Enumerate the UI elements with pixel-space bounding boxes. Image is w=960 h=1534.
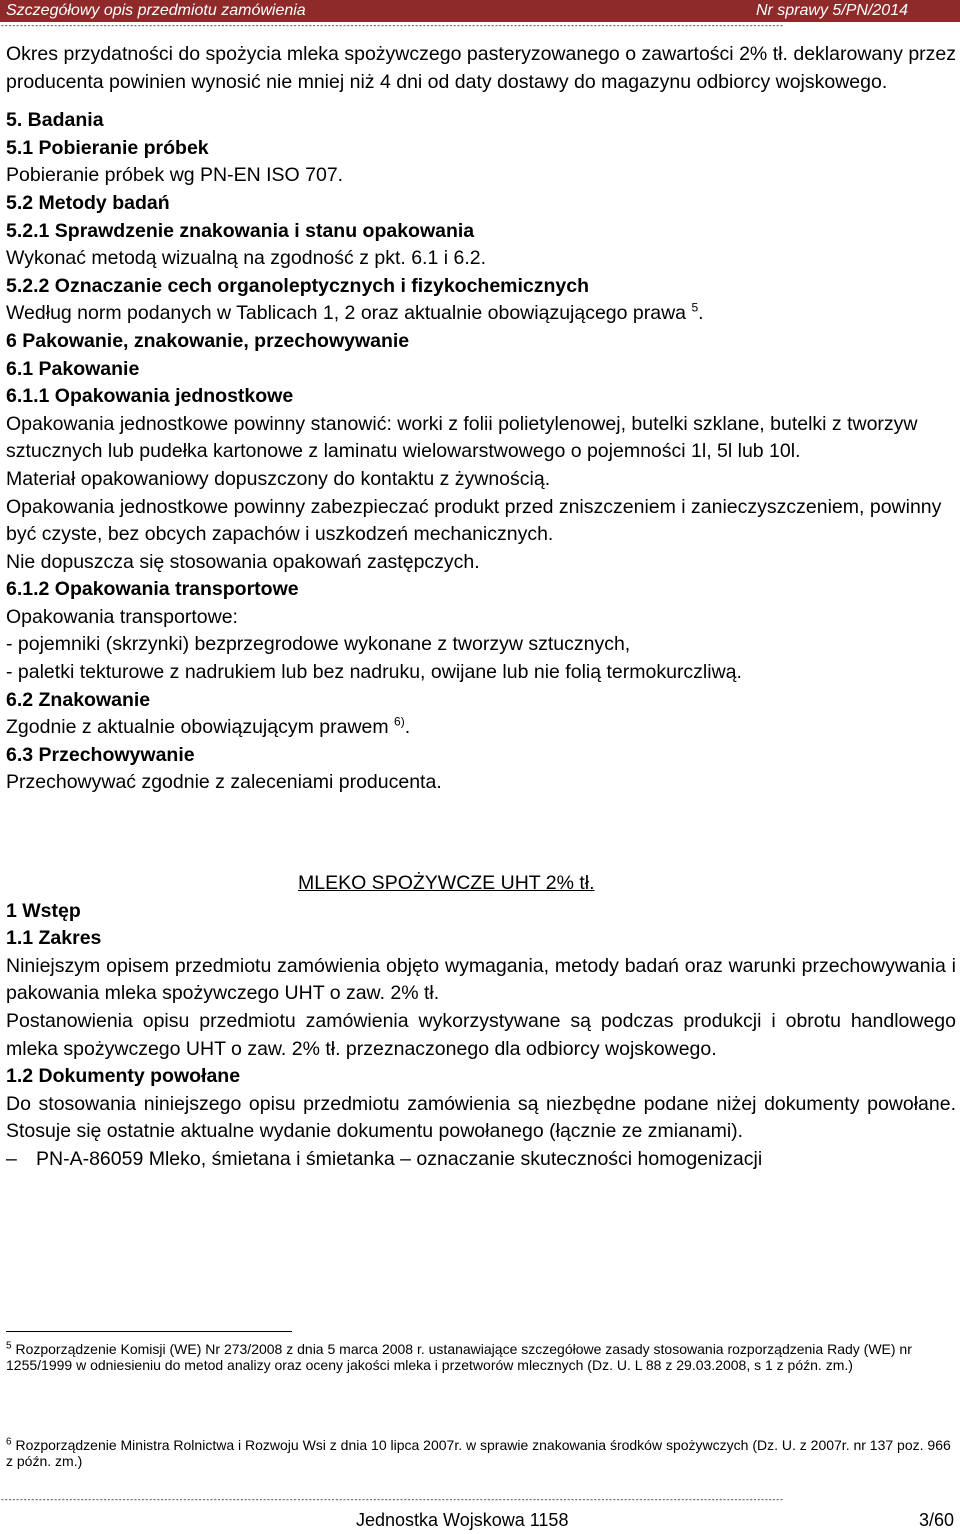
footnote-6-text: Rozporządzenie Ministra Rolnictwa i Rozwoju Wsi z dnia 10 lipca 2007r. w sprawie znakowania środków spożywczych (Dz. U. z 2007r. nr 137 poz. 966 z późn. zm.) (6, 1437, 951, 1469)
heading-5-2: 5.2 Metody badań (6, 191, 170, 214)
text-6-1-1-p4: Nie dopuszcza się stosowania opakowań zastępczych. (6, 550, 480, 573)
heading-6-2: 6.2 Znakowanie (6, 688, 151, 711)
footnote-5-text: Rozporządzenie Komisji (WE) Nr 273/2008 z dnia 5 marca 2008 r. ustanawiające szczegółowe zasady stosowania rozporządzenia Rady (WE) nr 1255/1999 w odniesieniu do metod analizy oraz oceny jakości mleka i przetworów mlecznych (Dz. U. L 88 z 29.03.2008, s 1 z późn. zm.) (6, 1341, 912, 1373)
uht-section-title: MLEKO SPOŻYWCZE UHT 2% tł. (298, 872, 595, 895)
footnote-ref-6: 6) (394, 714, 405, 729)
heading-u1-1: 1.1 Zakres (6, 927, 102, 950)
footnote-separator (6, 1331, 292, 1332)
footnote-5 (6, 1341, 956, 1373)
page-body (6, 41, 956, 1174)
text-6-1-2-p3: - paletki tekturowe z nadrukiem lub bez nadruku, owijane lub nie folią termokurczliwą. (6, 661, 742, 684)
dash-bullet: – (6, 1147, 17, 1170)
text-u1-1-p1: Niniejszym opisem przedmiotu zamówienia objęto wymagania, metody badań oraz warunki przechowywania i pakowania mleka spożywczego UHT o zaw. 2% tł. (6, 954, 956, 1005)
text-5-2-2-body: Według norm podanych w Tablicach 1, 2 oraz aktualnie obowiązującego prawa (6, 302, 687, 325)
text-6-1-2-p2: - pojemniki (skrzynki) bezprzegrodowe wykonane z tworzyw sztucznych, (6, 633, 631, 656)
heading-6: 6 Pakowanie, znakowanie, przechowywanie (6, 329, 410, 352)
heading-5-2-2: 5.2.2 Oznaczanie cech organoleptycznych i fizykochemicznych (6, 274, 590, 297)
text-6-3: Przechowywać zgodnie z zaleceniami producenta. (6, 771, 442, 794)
footnote-6 (6, 1437, 956, 1469)
text-6-2-end: . (404, 716, 411, 739)
text-6-2 (6, 714, 956, 742)
header-dashed-rule: -------------------------------------------------------------------------------------------------------------------------------------------------------------------------------------------------------------- (0, 23, 783, 31)
footer-page-number: 3/60 (918, 1510, 954, 1530)
heading-6-3: 6.3 Przechowywanie (6, 743, 195, 766)
heading-5: 5. Badania (6, 109, 104, 132)
heading-5-2-1: 5.2.1 Sprawdzenie znakowania i stanu opakowania (6, 219, 475, 242)
heading-6-1-2: 6.1.2 Opakowania transportowe (6, 578, 299, 601)
text-u1-1-p2: Postanowienia opisu przedmiotu zamówienia wykorzystywane są podczas produkcji i obrotu handlowego mleka spożywczego UHT o zaw. 2% tł. przeznaczonego dla odbiorcy wojskowego. (6, 1010, 956, 1060)
text-6-2-body: Zgodnie z aktualnie obowiązującym prawem (6, 716, 389, 739)
heading-5-1: 5.1 Pobieranie próbek (6, 136, 209, 159)
text-6-1-2-p1: Opakowania transportowe: (6, 605, 238, 628)
text-5-2-2-end: . (698, 302, 704, 325)
heading-u1: 1 Wstęp (6, 899, 81, 922)
heading-6-1: 6.1 Pakowanie (6, 357, 140, 380)
text-5-1: Pobieranie próbek wg PN-EN ISO 707. (6, 164, 344, 187)
footer-dashed-rule: -------------------------------------------------------------------------------------------------------------------------------------------------------------------------------------------------------------- (0, 1497, 783, 1505)
text-5-2-1: Wykonać metodą wizualną na zgodność z pkt. 6.1 i 6.2. (6, 247, 487, 270)
footnote-ref-5: 5 (691, 300, 699, 315)
text-6-1-1-p3: Opakowania jednostkowe powinny zabezpieczać produkt przed zniszczeniem i zanieczyszczeniem, powinny być czyste, bez obcych zapachów i uszkodzeń mechanicznych. (6, 495, 942, 546)
referenced-document-item (6, 1146, 956, 1174)
text-5-2-2 (6, 300, 956, 328)
text-u1-2-p1: Do stosowania niniejszego opisu przedmiotu zamówienia są niezbędne podane niżej dokumenty powołane. Stosuje się ostatnie aktualne wydanie dokumentu powołanego (łącznie ze zmianami). (6, 1092, 956, 1143)
heading-u1-2: 1.2 Dokumenty powołane (6, 1065, 241, 1088)
footnote-6-number: 6 (6, 1436, 12, 1448)
header-case-number: Nr sprawy 5/PN/2014 (755, 2, 908, 19)
text-6-1-1-p2: Materiał opakowaniowy dopuszczony do kontaktu z żywnością. (6, 467, 551, 490)
footer-unit: Jednostka Wojskowa 1158 (356, 1510, 569, 1530)
heading-6-1-1: 6.1.1 Opakowania jednostkowe (6, 385, 294, 408)
text-6-1-1-p1: Opakowania jednostkowe powinny stanowić: worki z folii polietylenowej, butelki szklane, butelki z tworzyw sztucznych lub pudełka kartonowe z laminatu wielowarstwowego o pojemności 1l, 5l lub 10l. (6, 412, 918, 463)
referenced-document-text: PN-A-86059 Mleko, śmietana i śmietanka – oznaczanie skuteczności homogenizacji (36, 1147, 763, 1170)
header-document-title: Szczegółowy opis przedmiotu zamówienia (6, 2, 306, 19)
intro-paragraph: Okres przydatności do spożycia mleka spożywczego pasteryzowanego o zawartości 2% tł. deklarowany przez producenta powinien wynosić nie mniej niż 4 dni od daty dostawy do magazynu odbiorcy wojskowego. (6, 43, 956, 93)
footnote-5-number: 5 (6, 1340, 12, 1352)
page-header (0, 0, 960, 22)
